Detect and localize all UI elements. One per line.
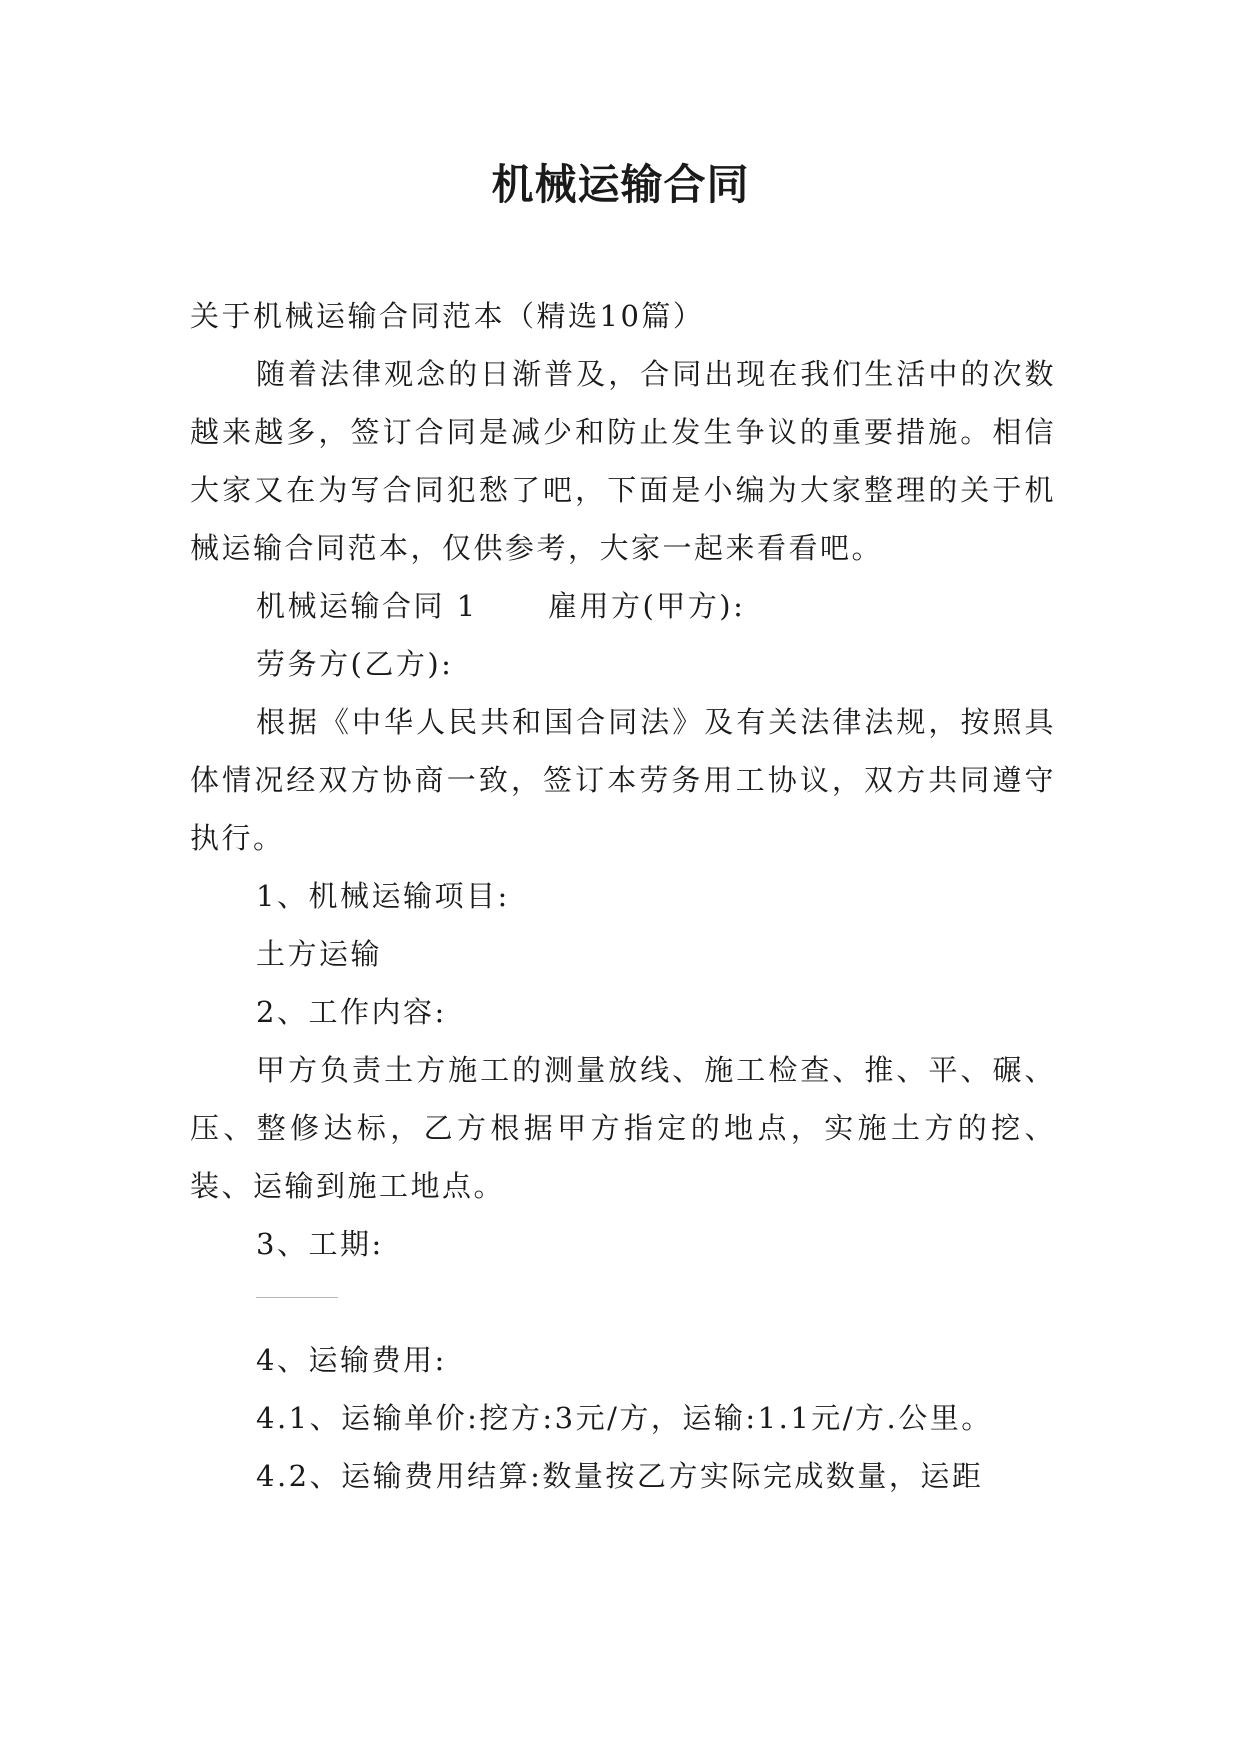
- blank-fill-line: [190, 1273, 1056, 1331]
- document-subtitle: 关于机械运输合同范本（精选10篇）: [190, 299, 705, 333]
- labor-party-label: 劳务方(乙方):: [256, 647, 454, 681]
- contract-heading-line: [190, 577, 1056, 635]
- item2-text: 甲方负责土方施工的测量放线、施工检查、推、平、碾、压、整修达标，乙方根据甲方指定的地点，实施土方的挖、装、运输到施工地点。: [190, 1053, 1056, 1203]
- document-body: [190, 287, 1056, 1505]
- document-title: 机械运输合同: [491, 160, 750, 209]
- item4-2: 4.2、运输费用结算:数量按乙方实际完成数量，运距: [256, 1459, 984, 1493]
- item2-heading: 2、工作内容:: [256, 995, 447, 1029]
- item1-value: 土方运输: [256, 937, 383, 971]
- item4-heading: 4、运输费用:: [256, 1343, 447, 1377]
- item1-heading: 1、机械运输项目:: [256, 879, 510, 913]
- intro-paragraph: 随着法律观念的日渐普及，合同出现在我们生活中的次数越来越多，签订合同是减少和防止发生争议的重要措施。相信大家又在为写合同犯愁了吧，下面是小编为大家整理的关于机械运输合同范本，仅供参考，大家一起来看看吧。: [190, 357, 1056, 565]
- employer-label: 雇用方(甲方):: [547, 589, 746, 623]
- item3-heading: 3、工期:: [256, 1227, 384, 1261]
- contract-heading: 机械运输合同 1: [256, 589, 478, 623]
- underline-blank: [256, 1297, 338, 1298]
- item4-1: 4.1、运输单价:挖方:3元/方，运输:1.1元/方.公里。: [256, 1401, 993, 1435]
- basis-paragraph: 根据《中华人民共和国合同法》及有关法律法规，按照具体情况经双方协商一致，签订本劳务用工协议，双方共同遵守执行。: [190, 705, 1056, 855]
